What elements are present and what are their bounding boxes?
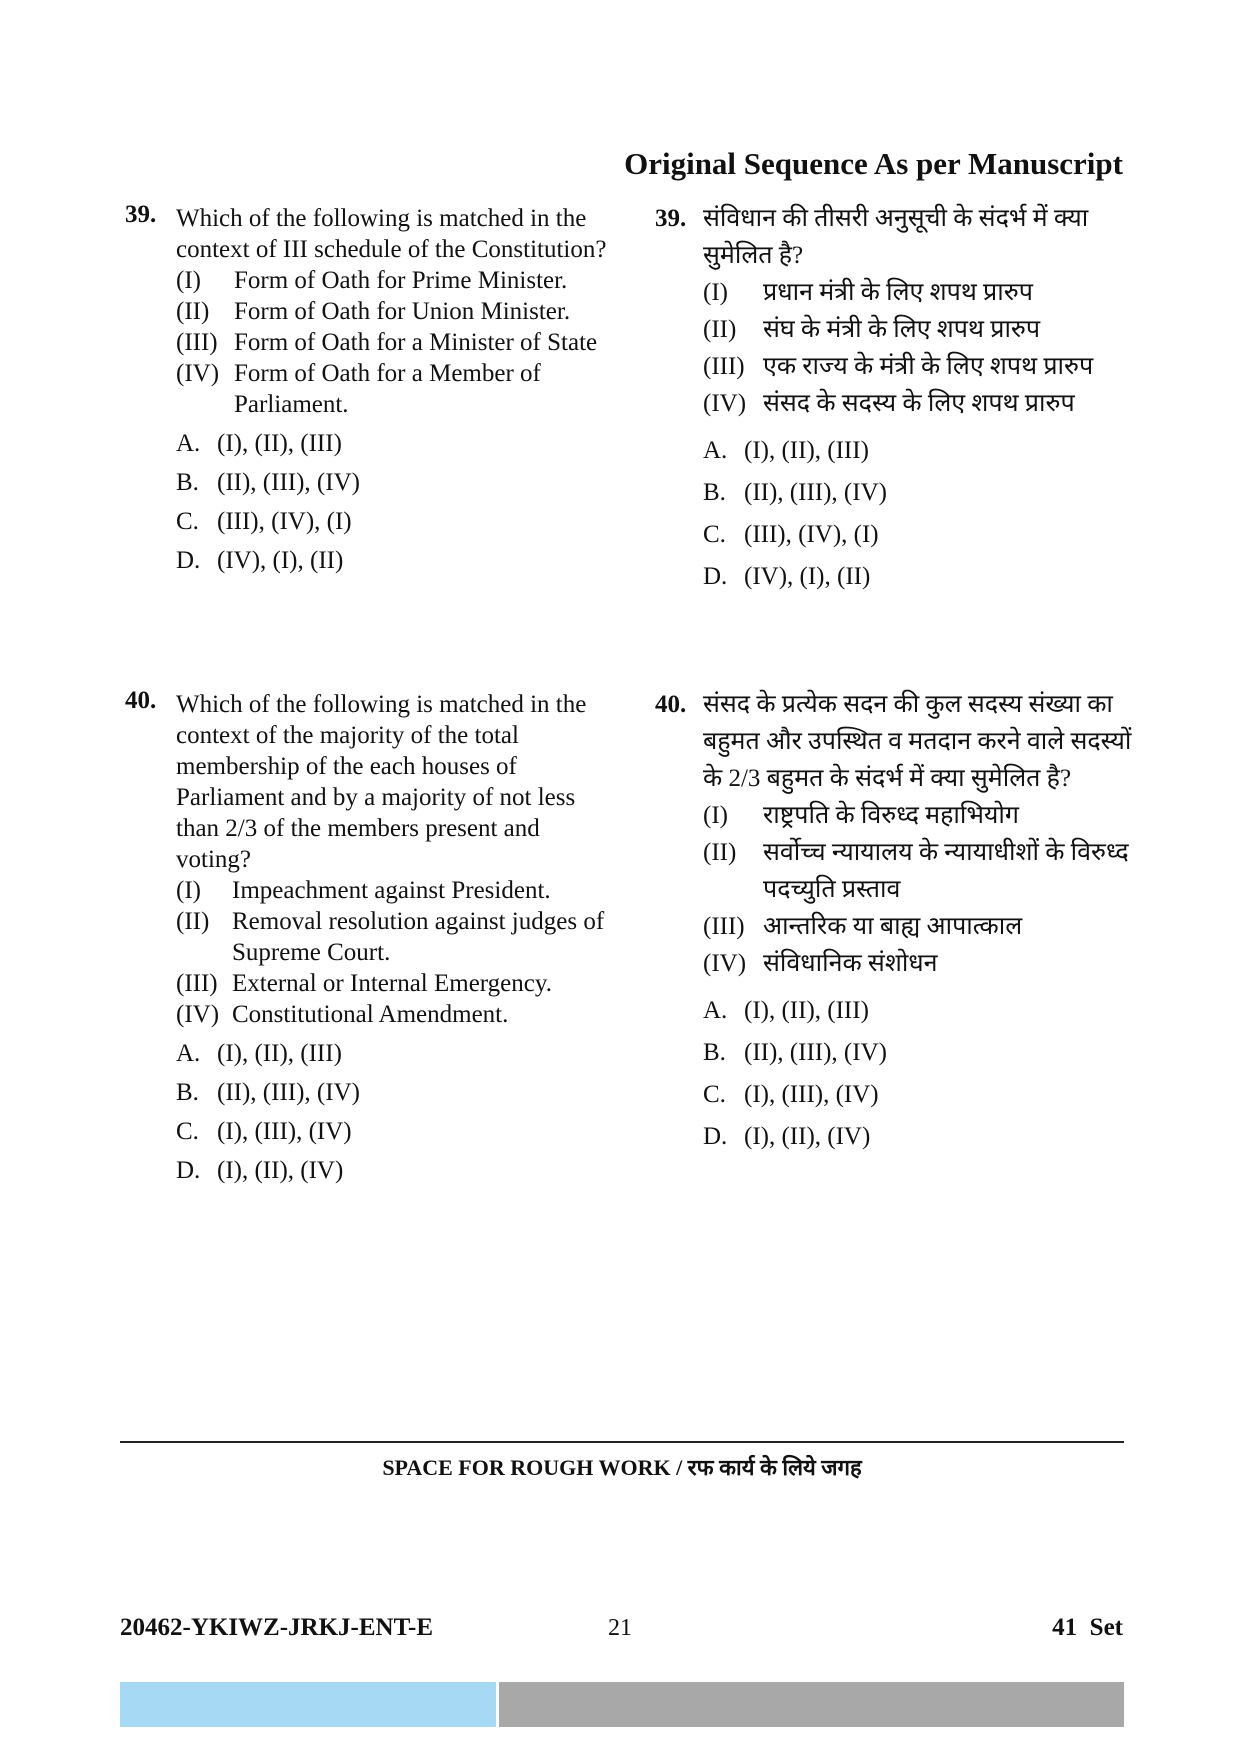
- footer-color-bar-gray: [499, 1682, 1124, 1727]
- statement: [703, 797, 1135, 834]
- option-letter: B.: [703, 1039, 726, 1066]
- option-letter: C.: [176, 1118, 199, 1145]
- footer-page-number: 21: [608, 1615, 632, 1641]
- statement-text: Form of Oath for Prime Minister.: [234, 267, 568, 294]
- statement-roman: (IV): [176, 1001, 220, 1028]
- option[interactable]: [703, 516, 1135, 553]
- statement-roman: (I): [703, 279, 728, 306]
- option[interactable]: [176, 506, 615, 537]
- option-letter: B.: [703, 479, 726, 506]
- option[interactable]: [703, 474, 1135, 511]
- option-text: (I), (II), (III): [744, 997, 869, 1024]
- question-40-en: [125, 689, 615, 1186]
- option-text: (II), (III), (IV): [744, 479, 887, 506]
- footer-paper-code: 20462-YKIWZ-JRKJ-ENT-E: [120, 1614, 433, 1641]
- question-text: संसद के प्रत्येक सदन की कुल सदस्य संख्या का बहुमत और उपस्थित व मतदान करने वाले सदस्यों के 2/3 बहुमत के संदर्भ में क्या सुमेलित है?: [703, 691, 1132, 792]
- statement-roman: (IV): [703, 950, 747, 977]
- statement-text: एक राज्य के मंत्री के लिए शपथ प्रारुप: [763, 353, 1094, 380]
- statement: [703, 385, 1135, 422]
- option[interactable]: [703, 992, 1135, 1029]
- option-letter: D.: [703, 1123, 728, 1150]
- option-letter: D.: [703, 563, 728, 590]
- option-text: (III), (IV), (I): [217, 508, 352, 535]
- footer-color-bar-blue: [120, 1682, 496, 1727]
- statement: [703, 834, 1135, 908]
- statement: [176, 999, 615, 1030]
- statement-text: External or Internal Emergency.: [232, 970, 552, 997]
- option[interactable]: [176, 545, 615, 576]
- option-letter: A.: [176, 430, 201, 457]
- statement-roman: (I): [703, 802, 728, 829]
- question-number: 39.: [655, 205, 687, 232]
- option[interactable]: [703, 558, 1135, 595]
- statement-roman: (II): [176, 908, 210, 935]
- option-text: (IV), (I), (II): [744, 563, 871, 590]
- statement-text: राष्ट्रपति के विरुध्द महाभियोग: [763, 802, 1019, 829]
- statement-text: आन्तरिक या बाह्य आपात्काल: [763, 913, 1023, 940]
- statement: [703, 908, 1135, 945]
- option-letter: C.: [703, 1081, 726, 1108]
- option[interactable]: [703, 1034, 1135, 1071]
- statement: [176, 358, 615, 420]
- statement: [703, 348, 1135, 385]
- option-text: (I), (III), (IV): [744, 1081, 879, 1108]
- option-text: (III), (IV), (I): [744, 521, 879, 548]
- option[interactable]: [176, 1038, 615, 1069]
- option-text: (II), (III), (IV): [744, 1039, 887, 1066]
- statement: [176, 327, 615, 358]
- statement-roman: (IV): [176, 360, 220, 387]
- option[interactable]: [176, 1077, 615, 1108]
- option-text: (I), (II), (IV): [217, 1157, 344, 1184]
- statement-roman: (II): [703, 316, 737, 343]
- option-letter: A.: [703, 997, 728, 1024]
- option[interactable]: [703, 1118, 1135, 1155]
- statement-roman: (III): [703, 353, 745, 380]
- option-letter: C.: [703, 521, 726, 548]
- statement: [176, 968, 615, 999]
- statement-roman: (I): [176, 877, 201, 904]
- option-letter: D.: [176, 547, 201, 574]
- statement-text: प्रधान मंत्री के लिए शपथ प्रारुप: [763, 279, 1033, 306]
- option-text: (I), (II), (III): [217, 430, 342, 457]
- option-letter: D.: [176, 1157, 201, 1184]
- option[interactable]: [176, 428, 615, 459]
- statement: [176, 265, 615, 296]
- statement-text: Constitutional Amendment.: [232, 1001, 509, 1028]
- option-letter: A.: [703, 437, 728, 464]
- question-39-hi: [655, 200, 1135, 595]
- statement-roman: (IV): [703, 390, 747, 417]
- statement: [703, 274, 1135, 311]
- option[interactable]: [176, 1116, 615, 1147]
- statement-roman: (III): [176, 329, 218, 356]
- option-text: (I), (III), (IV): [217, 1118, 352, 1145]
- question-39-en: [125, 203, 615, 576]
- statement-text: संघ के मंत्री के लिए शपथ प्रारुप: [763, 316, 1041, 343]
- option-letter: C.: [176, 508, 199, 535]
- statement: [703, 311, 1135, 348]
- option-text: (I), (II), (IV): [744, 1123, 871, 1150]
- statement-text: सर्वोच्च न्यायालय के न्यायाधीशों के विरुध्द पदच्युति प्रस्ताव: [763, 839, 1129, 903]
- statement-roman: (II): [176, 298, 210, 325]
- rough-work-label: SPACE FOR ROUGH WORK / रफ कार्य के लिये जगह: [382, 1455, 862, 1480]
- statement: [176, 296, 615, 327]
- statement-roman: (II): [703, 839, 737, 866]
- statement-text: Form of Oath for Union Minister.: [234, 298, 571, 325]
- question-number: 39.: [125, 201, 157, 228]
- statement: [703, 945, 1135, 982]
- option[interactable]: [703, 1076, 1135, 1113]
- question-number: 40.: [125, 687, 157, 714]
- statement-text: संविधानिक संशोधन: [763, 950, 938, 977]
- option-letter: B.: [176, 469, 199, 496]
- option-text: (II), (III), (IV): [217, 1079, 360, 1106]
- statement-text: Removal resolution against judges of Supreme Court.: [232, 908, 605, 966]
- statement-roman: (I): [176, 267, 201, 294]
- option-text: (II), (III), (IV): [217, 469, 360, 496]
- option-text: (I), (II), (III): [217, 1040, 342, 1067]
- statement-text: Form of Oath for a Minister of State: [234, 329, 598, 356]
- divider-line: [120, 1441, 1124, 1443]
- statement-roman: (III): [176, 970, 218, 997]
- footer-set-label: 41 Set: [1052, 1614, 1123, 1641]
- option-text: (IV), (I), (II): [217, 547, 344, 574]
- statement-text: संसद के सदस्य के लिए शपथ प्रारुप: [763, 390, 1075, 417]
- question-text: संविधान की तीसरी अनुसूची के संदर्भ में क्या सुमेलित है?: [703, 205, 1089, 269]
- question-40-hi: [655, 686, 1135, 1155]
- option[interactable]: [176, 467, 615, 498]
- option-letter: B.: [176, 1079, 199, 1106]
- question-number: 40.: [655, 691, 687, 718]
- page-title: Original Sequence As per Manuscript: [624, 146, 1123, 181]
- option[interactable]: [703, 432, 1135, 469]
- option[interactable]: [176, 1155, 615, 1186]
- statement-text: Form of Oath for a Member of Parliament.: [234, 360, 541, 418]
- statement-text: Impeachment against President.: [232, 877, 551, 904]
- question-text: Which of the following is matched in the context of the majority of the total membership of the each houses of Parliament and by a majority of not less than 2/3 of the members present and voting?: [176, 691, 587, 873]
- statement: [176, 875, 615, 906]
- statement-roman: (III): [703, 913, 745, 940]
- option-text: (I), (II), (III): [744, 437, 869, 464]
- statement: [176, 906, 615, 968]
- question-text: Which of the following is matched in the context of III schedule of the Constitution?: [176, 205, 607, 263]
- option-letter: A.: [176, 1040, 201, 1067]
